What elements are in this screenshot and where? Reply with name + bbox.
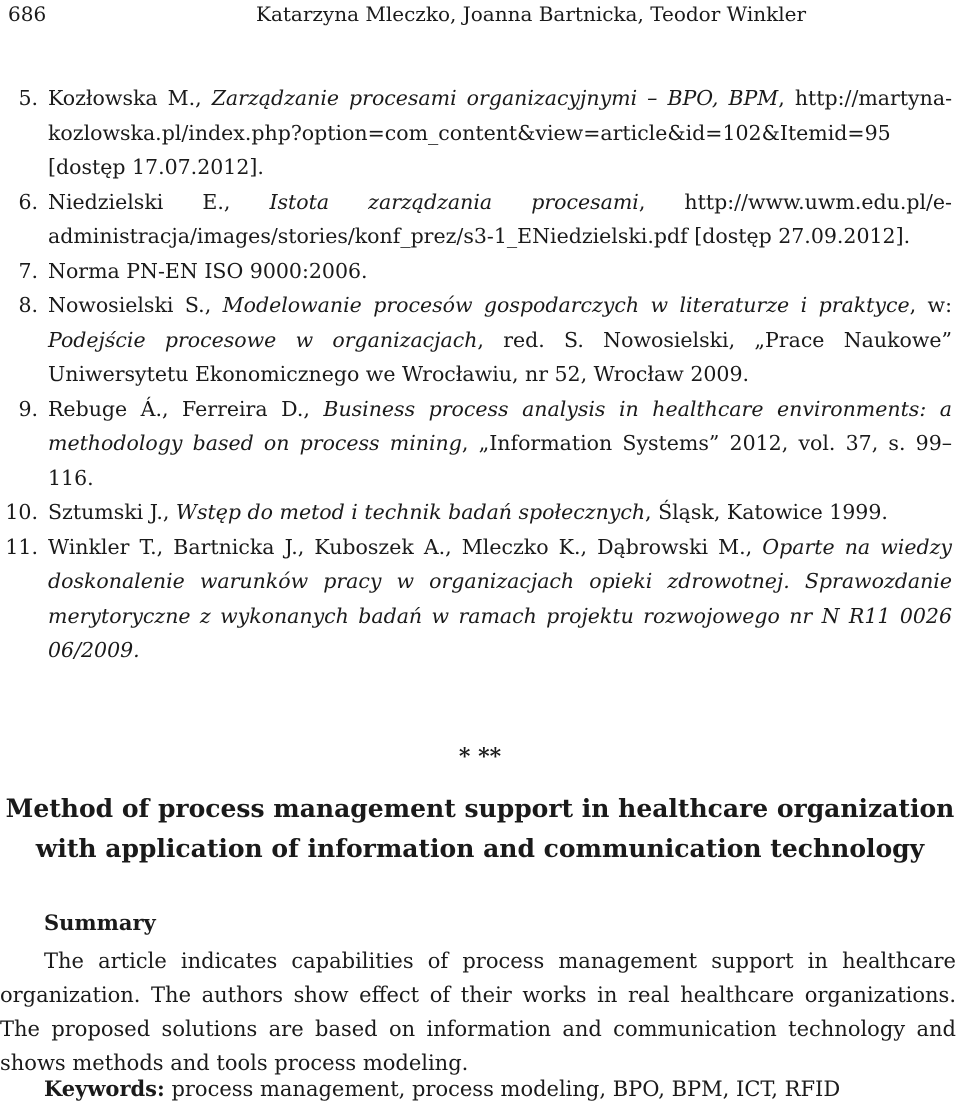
reference-connector: , w:: [909, 293, 952, 317]
reference-number: 8.: [18, 293, 38, 317]
reference-title: Istota zarządzania procesami: [269, 189, 639, 214]
reference-author: Nowosielski S.,: [48, 293, 223, 317]
reference-book-title: Podejście procesowe w organizacjach: [48, 327, 478, 352]
reference-details: , red. S. Nowosielski, „Prace Naukowe” Uniwersytetu Ekonomicznego we Wrocławiu, nr 52, Wrocław 2009.: [48, 327, 953, 386]
english-title-line: Method of process management support in healthcare organization: [5, 794, 955, 823]
reference-item: [0, 495, 960, 530]
reference-item: [0, 530, 960, 668]
reference-item: [0, 185, 960, 254]
reference-author: Norma PN-EN ISO 9000:2006.: [48, 258, 368, 283]
reference-number: 9.: [18, 396, 38, 421]
summary-text: The article indicates capabilities of process management support in healthcare organization. The authors show effect of their works in real healthcare organizations. The proposed solutions are based on information and communication technology and shows methods and tools process modeling.: [0, 949, 956, 1075]
page-number: 686: [8, 2, 47, 26]
reference-item: [0, 254, 960, 289]
reference-author: Rebuge Á., Ferreira D.,: [48, 396, 324, 421]
reference-item: [0, 288, 960, 392]
reference-author: Kozłowska M.,: [48, 86, 212, 110]
keywords-label: Keywords:: [44, 1076, 165, 1101]
reference-number: 10.: [5, 500, 38, 524]
reference-item: [0, 81, 960, 185]
reference-author: Sztumski J.,: [48, 500, 176, 524]
reference-number: 5.: [18, 86, 38, 110]
running-header-authors: Katarzyna Mleczko, Joanna Bartnicka, Teodor Winkler: [256, 2, 807, 26]
english-title-line: with application of information and communication technology: [35, 834, 925, 863]
reference-title: Wstęp do metod i technik badań społecznych: [175, 500, 646, 524]
summary-heading: Summary: [44, 910, 156, 935]
english-title: [0, 789, 960, 869]
reference-title: Business process analysis in healthcare environments: a methodology based on process mining: [48, 396, 952, 455]
reference-title: Modelowanie procesów gospodarczych w literaturze i praktyce: [222, 293, 910, 317]
reference-author: Niedzielski E.,: [48, 189, 270, 214]
running-header: [8, 2, 948, 32]
reference-number: 6.: [18, 189, 38, 214]
section-separator: * **: [458, 744, 502, 770]
reference-details: , Śląsk, Katowice 1999.: [645, 500, 888, 524]
reference-details: , http://www.uwm.edu.pl/e-administracja/images/stories/konf_prez/s3-1_ENiedzielski.pdf [dostęp 27.09.2012].: [48, 189, 952, 248]
keywords: [44, 1076, 840, 1101]
reference-list: [0, 81, 960, 668]
reference-title: Zarządzanie procesami organizacyjnymi – BPO, BPM: [211, 86, 779, 110]
reference-number: 7.: [18, 258, 38, 283]
reference-item: [0, 392, 960, 496]
reference-author: Winkler T., Bartnicka J., Kuboszek A., Mleczko K., Dąbrowski M.,: [48, 534, 763, 559]
reference-details: , „Information Systems” 2012, vol. 37, s. 99–116.: [48, 431, 952, 490]
reference-details: , http://martyna-kozlowska.pl/index.php?option=com_content&view=article&id=102&Itemid=95 [dostęp 17.07.2012].: [48, 86, 952, 179]
reference-title: Oparte na wiedzy doskonalenie warunków pracy w organizacjach opieki zdrowotnej. Sprawozdanie merytoryczne z wykonanych badań w ramach projektu rozwojowego nr N R11 0026 06/2009.: [48, 534, 952, 662]
reference-number: 11.: [5, 534, 38, 559]
keywords-list: process management, process modeling, BPO, BPM, ICT, RFID: [164, 1077, 841, 1101]
